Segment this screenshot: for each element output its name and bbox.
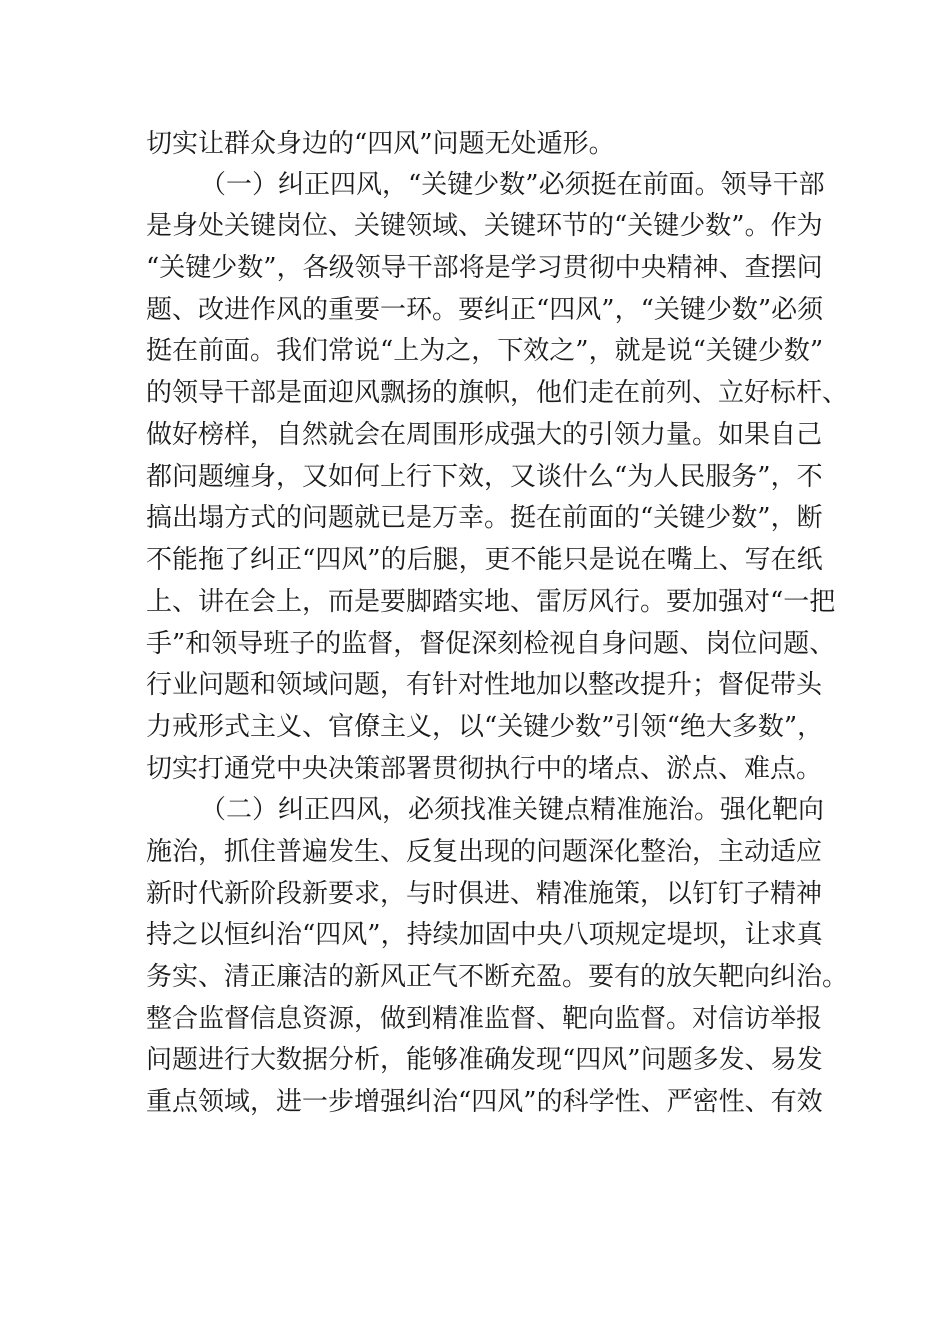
text-line: 上、讲在会上，而是要脚踏实地、雷厉风行。要加强对“一把 <box>146 587 836 617</box>
text-line: “关键少数”，各级领导干部将是学习贯彻中央精神、查摆问 <box>146 253 823 283</box>
text-line: 都问题缠身，又如何上行下效，又谈什么“为人民服务”，不 <box>146 462 823 492</box>
text-line: 是身处关键岗位、关键领域、关键环节的“关键少数”。作为 <box>146 211 823 241</box>
text-line: 持之以恒纠治“四风”，持续加固中央八项规定堤坝，让求真 <box>146 920 823 950</box>
text-line: 的领导干部是面迎风飘扬的旗帜，他们走在前列、立好标杆、 <box>146 378 849 408</box>
text-line: 切实打通党中央决策部署贯彻执行中的堵点、淤点、难点。 <box>146 754 823 784</box>
text-line: 力戒形式主义、官僚主义，以“关键少数”引领“绝大多数”， <box>146 712 824 742</box>
text-line: 做好榜样，自然就会在周围形成强大的引领力量。如果自己 <box>146 420 823 450</box>
section-heading-1: （一）纠正四风，“关键少数”必须挺在前面。领导干部 <box>200 170 825 200</box>
text-line: 新时代新阶段新要求，与时俱进、精准施策，以钉钉子精神 <box>146 879 823 909</box>
section-heading-2: （二）纠正四风，必须找准关键点精准施治。强化靶向 <box>200 795 825 825</box>
text-line: 题、改进作风的重要一环。要纠正“四风”，“关键少数”必须 <box>146 295 824 325</box>
text-line: 问题进行大数据分析，能够准确发现“四风”问题多发、易发 <box>146 1045 823 1075</box>
text-line: 挺在前面。我们常说“上为之，下效之”，就是说“关键少数” <box>146 336 824 366</box>
text-line: 手”和领导班子的监督，督促深刻检视自身问题、岗位问题、 <box>146 629 836 659</box>
text-line: 整合监督信息资源，做到精准监督、靶向监督。对信访举报 <box>146 1004 823 1034</box>
text-line: 重点领域，进一步增强纠治“四风”的科学性、严密性、有效 <box>146 1087 823 1117</box>
text-line: 施治，抓住普遍发生、反复出现的问题深化整治，主动适应 <box>146 837 823 867</box>
text-line: 务实、清正廉洁的新风正气不断充盈。要有的放矢靶向纠治。 <box>146 962 849 992</box>
text-line: 不能拖了纠正“四风”的后腿，更不能只是说在嘴上、写在纸 <box>146 545 823 575</box>
text-line: 行业问题和领域问题，有针对性地加以整改提升；督促带头 <box>146 670 823 700</box>
text-line: 切实让群众身边的“四风”问题无处遁形。 <box>146 129 615 159</box>
text-line: 搞出塌方式的问题就已是万幸。挺在前面的“关键少数”，断 <box>146 503 823 533</box>
